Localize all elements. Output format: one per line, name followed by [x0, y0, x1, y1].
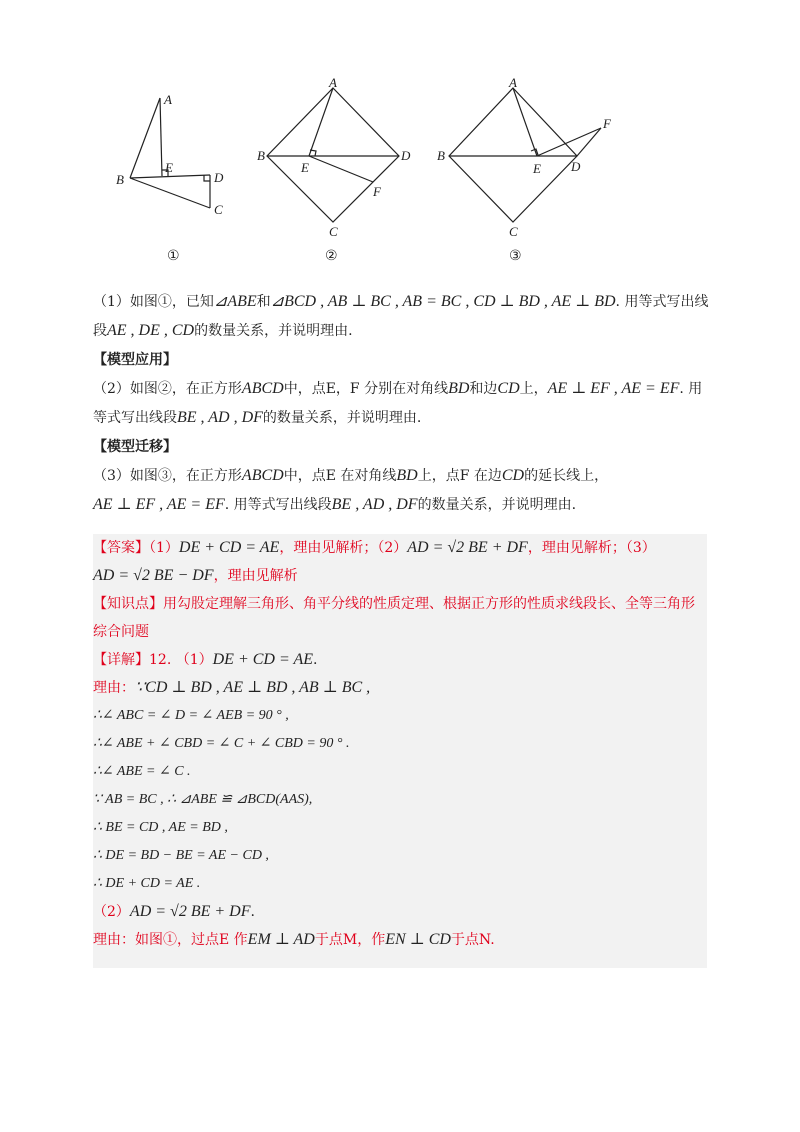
square-abcd [449, 88, 577, 222]
caption-figure-3: ③ [509, 248, 522, 264]
label-a: A [509, 78, 517, 90]
label-a: A [164, 92, 172, 107]
reason-line-4: ∴∠ ABE = ∠ C . [93, 764, 191, 779]
segment-ef [537, 128, 601, 156]
segment-bc [130, 178, 210, 208]
label-d: D [401, 148, 411, 163]
segment-bd [130, 175, 210, 178]
label-d: D [214, 170, 224, 185]
label-e: E [165, 160, 173, 175]
label-b: B [257, 148, 265, 163]
label-c: C [214, 202, 223, 217]
segment-ae [160, 98, 162, 176]
reason-line-2: ∴∠ ABC = ∠ D = ∠ AEB = 90 ° , [93, 708, 289, 723]
label-e: E [301, 160, 309, 175]
problem-1-line-1: （1）如图①，已知⊿ABE和⊿BCD , AB ⊥ BC , AB = BC , CD ⊥ BD , AE ⊥ BD. 用等式写出线 [93, 293, 709, 310]
reason-line-3: ∴∠ ABE + ∠ CBD = ∠ C + ∠ CBD = 90 ° . [93, 736, 350, 751]
caption-figure-2: ② [325, 248, 338, 264]
square-abcd [267, 88, 399, 222]
part-2-reason-line: 理由：如图①，过点E 作EM ⊥ AD于点M，作EN ⊥ CD于点N. [93, 931, 495, 948]
figures-area [95, 70, 695, 270]
problem-2-line-1: （2）如图②，在正方形ABCD中，点E，F 分别在对角线BD和边CD上，AE ⊥ EF , AE = EF. 用 [93, 380, 703, 397]
reason-line-7: ∴ DE = BD − BE = AE − CD , [93, 848, 269, 863]
segment-ae [309, 88, 333, 156]
answer-panel [93, 534, 707, 968]
label-f: F [603, 116, 611, 131]
knowledge-point-line-1: 【知识点】用勾股定理解三角形、角平分线的性质定理、根据正方形的性质求线段长、全等三角形 [93, 596, 695, 612]
label-b: B [116, 172, 124, 187]
part-2-line: （2）AD = √2 BE + DF. [93, 903, 255, 920]
problem-2-line-2: 等式写出线段BE , AD , DF的数量关系，并说明理由. [93, 409, 422, 426]
section-model-apply: 【模型应用】 [93, 352, 177, 368]
knowledge-point-line-2: 综合问题 [93, 624, 149, 640]
label-e: E [533, 161, 541, 176]
problem-3-line-1: （3）如图③，在正方形ABCD中，点E 在对角线BD上，点F 在边CD的延长线上， [93, 467, 609, 484]
figure-1 [110, 90, 250, 250]
segment-ef [309, 156, 373, 182]
label-d: D [571, 159, 581, 174]
problem-text [93, 292, 713, 515]
answer-line-1: 【答案】（1）DE + CD = AE，理由见解析；（2）AD = √2 BE + DF，理由见解析；（3） [93, 539, 656, 556]
detail-line: 【详解】12. （1）DE + CD = AE. [93, 651, 318, 668]
reason-line-6: ∴ BE = CD , AE = BD , [93, 820, 228, 835]
caption-figure-1: ① [167, 248, 180, 264]
reason-line-8: ∴ DE + CD = AE . [93, 876, 201, 891]
segment-df [577, 128, 601, 156]
figure-2 [257, 78, 427, 238]
reason-line-1: 理由：∵CD ⊥ BD , AE ⊥ BD , AB ⊥ BC , [93, 679, 371, 696]
label-b: B [437, 148, 445, 163]
label-f: F [373, 184, 381, 199]
section-model-transfer: 【模型迁移】 [93, 439, 177, 455]
label-a: A [329, 78, 337, 90]
answer-line-2: AD = √2 BE − DF，理由见解析 [93, 567, 298, 584]
segment-ae [513, 88, 537, 156]
reason-line-5: ∵ AB = BC , ∴ ⊿ABE ≌ ⊿BCD(AAS), [93, 792, 313, 807]
figure-3 [435, 78, 625, 238]
label-c: C [509, 224, 518, 238]
label-c: C [329, 224, 338, 238]
right-angle-d [204, 175, 210, 181]
segment-ab [130, 98, 160, 178]
problem-1-line-2: 段AE , DE , CD的数量关系，并说明理由. [93, 322, 353, 339]
problem-3-line-2: AE ⊥ EF , AE = EF. 用等式写出线段BE , AD , DF的数量关系，并说明理由. [93, 496, 577, 513]
